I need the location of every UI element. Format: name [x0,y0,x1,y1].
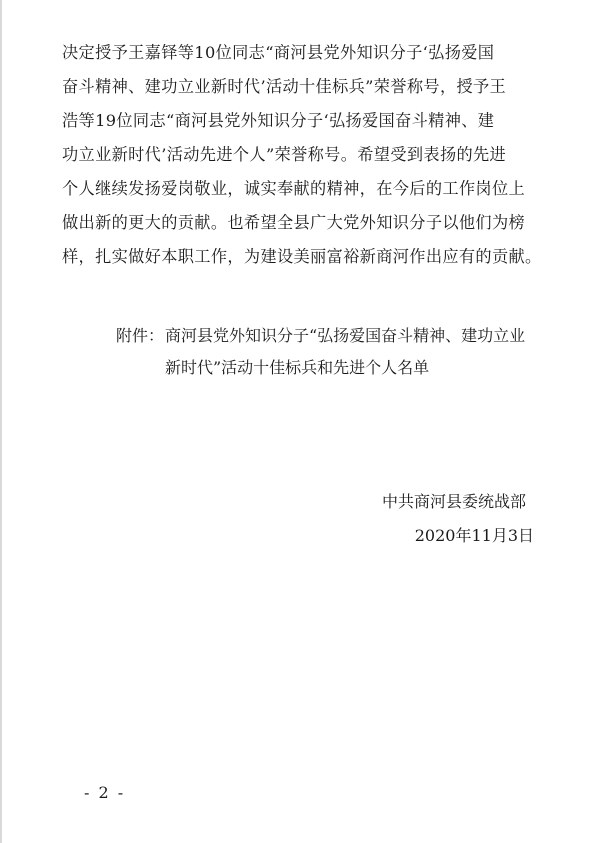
attachment-title-line-1: 商河县党外知识分子“弘扬爱国奋斗精神、建功立业 [165,326,526,345]
scan-edge [0,0,2,843]
body-line-7: 样，扎实做好本职工作，为建设美丽富裕新商河作出应有的贡献。 [62,247,542,266]
attachment-block [116,320,556,384]
issue-date: 2020年11月3日 [414,526,534,545]
body-line-1: 决定授予王嘉铎等10位同志“商河县党外知识分子‘弘扬爱国 [62,43,495,62]
body-line-3: 浩等19位同志“商河县党外知识分子‘弘扬爱国奋斗精神、建 [62,111,495,130]
body-line-6: 做出新的更大的贡献。也希望全县广大党外知识分子以他们为榜 [62,213,526,232]
attachment-row-2 [116,352,556,384]
issuing-organization: 中共商河县委统战部 [381,492,526,511]
attachment-title-line-2: 新时代”活动十佳标兵和先进个人名单 [165,358,430,377]
body-paragraph [62,36,552,274]
body-line-2: 奋斗精神、建功立业新时代’活动十佳标兵”荣誉称号，授予王 [62,77,507,96]
attachment-label: 附件： [116,326,165,345]
body-line-4: 功立业新时代’活动先进个人”荣誉称号。希望受到表扬的先进 [62,145,507,164]
signature-block [382,485,534,553]
page-number: - 2 - [84,783,126,802]
attachment-row-1 [116,320,556,352]
body-line-5: 个人继续发扬爱岗敬业，诚实奉献的精神，在今后的工作岗位上 [62,179,526,198]
attachment-indent [116,352,165,384]
